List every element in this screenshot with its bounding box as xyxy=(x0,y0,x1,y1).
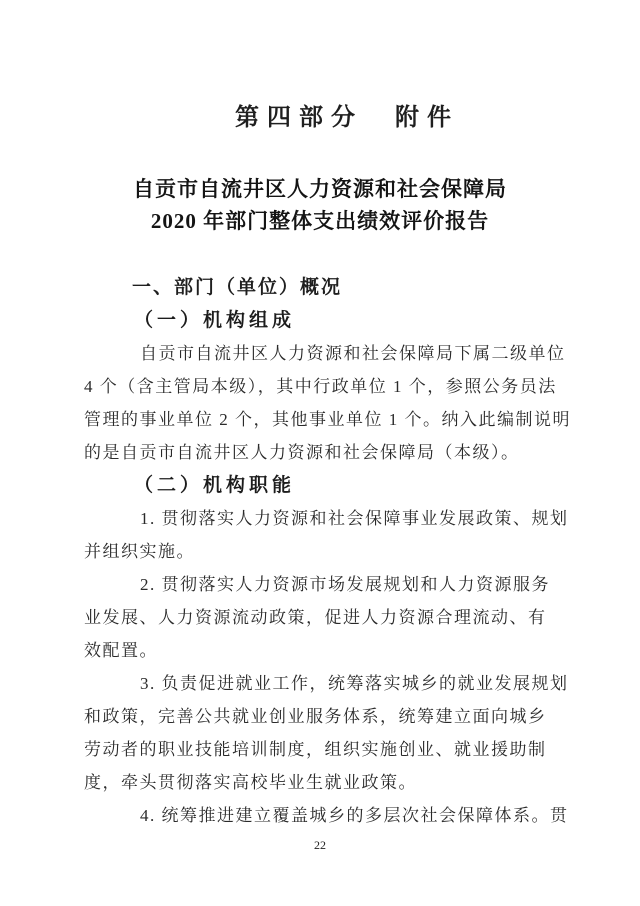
paragraph-line: 1. 贯彻落实人力资源和社会保障事业发展政策、规划 xyxy=(140,509,569,528)
paragraph-line: 效配置。 xyxy=(84,641,158,660)
paragraph-line: 2. 贯彻落实人力资源市场发展规划和人力资源服务 xyxy=(140,575,550,594)
paragraph-line: 和政策，完善公共就业创业服务体系，统筹建立面向城乡 xyxy=(84,707,547,726)
report-title-line1: 自贡市自流井区人力资源和社会保障局 xyxy=(133,177,507,201)
paragraph-line: 4 个（含主管局本级），其中行政单位 1 个，参照公务员法 xyxy=(84,377,557,396)
report-title xyxy=(0,173,640,237)
paragraph-line: 3. 负责促进就业工作，统筹落实城乡的就业发展规划 xyxy=(140,674,569,693)
sub-heading: （二）机构职能 xyxy=(134,475,296,496)
paragraph-line: 业发展、人力资源流动政策，促进人力资源合理流动、有 xyxy=(84,608,547,627)
sub-heading: （一）机构组成 xyxy=(134,310,296,331)
paragraph-line: 的是自贡市自流井区人力资源和社会保障局（本级）。 xyxy=(84,443,520,462)
section-heading: 一、部门（单位）概况 xyxy=(132,277,343,298)
document-body xyxy=(84,271,571,832)
paragraph-line: 自贡市自流井区人力资源和社会保障局下属二级单位 xyxy=(140,344,566,363)
paragraph-line: 4. 统筹推进建立覆盖城乡的多层次社会保障体系。贯 xyxy=(140,806,569,825)
report-title-line2: 2020 年部门整体支出绩效评价报告 xyxy=(150,209,490,233)
page-number: 22 xyxy=(314,838,326,852)
paragraph-line: 并组织实施。 xyxy=(84,542,195,561)
paragraph-line: 管理的事业单位 2 个，其他事业单位 1 个。纳入此编制说明 xyxy=(84,410,571,429)
part-heading: 第四部分 附件 xyxy=(235,104,459,131)
paragraph-line: 劳动者的职业技能培训制度，组织实施创业、就业援助制 xyxy=(84,740,547,759)
paragraph-line: 度，牵头贯彻落实高校毕业生就业政策。 xyxy=(84,773,417,792)
